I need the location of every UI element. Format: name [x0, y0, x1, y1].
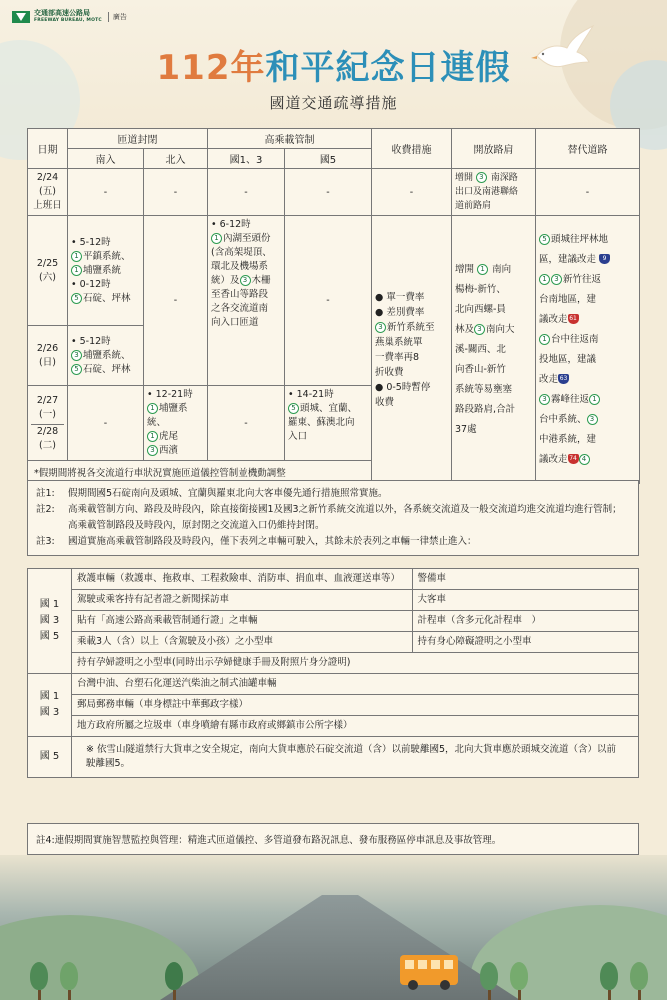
cell-0224-fwy5: -: [285, 169, 372, 216]
freeway-badge-icon: 1: [71, 251, 82, 262]
org-name-cn: 交通部高速公路局: [34, 9, 90, 17]
header-ramp-closure: 匝道封閉: [68, 129, 208, 149]
note-2: 註2: 高乘載管制方向、路段及時段內，除直接銜接國1及國3之新竹系統交流道以外，各系統交流道及一般交流道均進交流道均進行管制；高乘載管制路段及時段內，原封閉之交流道入口仍維持封閉。: [36, 504, 622, 531]
table-row: 郵局郵務車輛（車身標註中華郵政字樣）: [72, 695, 638, 716]
freeway-badge-icon: 3: [71, 350, 82, 361]
expressway-shield-icon: 74: [569, 455, 577, 462]
freeway-badge-icon: 4: [579, 454, 590, 465]
allowed-vehicles-table: [27, 568, 639, 778]
header-shoulder: 開放路肩: [452, 129, 536, 169]
freeway-badge-icon: 1: [477, 264, 488, 275]
tree-icon: [60, 962, 78, 1000]
group-fwy13-vehicles: [72, 674, 638, 736]
table-row: 貼有「高速公路高乘載管制通行證」之車輛 計程車（含多元化計程車 ）: [72, 611, 638, 632]
expressway-shield-icon: 61: [569, 315, 577, 322]
title-holiday: 和平紀念日連假: [265, 48, 511, 88]
header-fwy1-3: 國1、3: [208, 149, 285, 169]
freeway-badge-icon: 1: [147, 431, 158, 442]
header-south-entry: 南入: [68, 149, 144, 169]
freeway-badge-icon: 3: [587, 414, 598, 425]
cell-0225-north: -: [144, 216, 208, 386]
tree-icon: [600, 962, 618, 1000]
group-fwy5-text: ※ 依雪山隧道禁行大貨車之安全規定，南向大貨車應於石碇交流道（含）以前駛離國5，北向大貨車應於頭城交流道（含）以前駛離國5。: [72, 737, 639, 778]
table-row: 台灣中油、台塑石化運送汽柴油之制式油罐車輛: [72, 674, 638, 695]
freeway-badge-icon: 5: [71, 293, 82, 304]
freeway-badge-icon: 3: [474, 324, 485, 335]
tree-icon: [30, 962, 48, 1000]
note-1: 註1: 假期間國5石碇南向及頭城、宜蘭與羅東北向大客車優先通行措施照常實施。: [36, 488, 388, 499]
freeway-badge-icon: 1: [539, 274, 550, 285]
freeway-badge-icon: 3: [476, 172, 487, 183]
date-0225: 2/25 (六): [28, 216, 68, 326]
page-subtitle: 國道交通疏導措施: [269, 94, 398, 112]
freeway-logo-icon: [12, 11, 30, 23]
org-name-en: FREEWAY BUREAU, MOTC: [34, 18, 102, 23]
cell-0227-hov-fwy5: • 14-21時 5 頭城、宜蘭、 羅東、蘇澳北向 入口: [285, 386, 372, 461]
cell-0227-south: -: [68, 386, 144, 461]
note-4: 註4:連假期間實施智慧監控與管理：精進式匝道儀控、多管道發布路況訊息、發布服務區停車訊息及事故管理。: [27, 823, 639, 855]
traffic-measures-table: [27, 128, 640, 484]
freeway-badge-icon: 1: [147, 403, 158, 414]
tree-icon: [630, 962, 648, 1000]
freeway-badge-icon: 5: [71, 364, 82, 375]
table-row: 乘載3人（含）以上（含駕駛及小孩）之小型車 持有身心障礙證明之小型車: [72, 632, 638, 653]
landscape-illustration: [0, 855, 667, 1000]
freeway-road: [160, 895, 520, 1000]
freeway-badge-icon: 3: [147, 445, 158, 456]
cell-0227-hov-fwy13: -: [208, 386, 285, 461]
cell-0225-hov-fwy13: • 6-12時 1 內湖至頭份 (含高架堤頂、 環北及機場系 統）及 3 木柵 至香山等路段 之各交流道南 向入口匝道: [208, 216, 285, 386]
group-fwy135-label: 國 1 國 3 國 5: [28, 569, 72, 674]
header-hov: 高乘載管制: [208, 129, 372, 149]
header-date: 日期: [28, 129, 68, 169]
page-title: [0, 40, 667, 89]
freeway-bureau-logo: [12, 9, 127, 25]
cell-0224-alt: -: [536, 169, 640, 216]
date-0224: 2/24 (五) 上班日: [28, 169, 68, 216]
provincial-highway-shield-icon: 9: [599, 254, 610, 264]
freeway-badge-icon: 5: [539, 234, 550, 245]
freeway-badge-icon: 1: [539, 334, 550, 345]
freeway-badge-icon: 1: [211, 233, 222, 244]
table-row: 持有孕婦證明之小型車(同時出示孕婦健康手冊及附照片身分證明): [77, 657, 351, 668]
group-fwy13-label: 國 1 國 3: [28, 674, 72, 737]
table-footnote: *假期間將視各交流道行車狀況實施匝道儀控管制並機動調整: [28, 461, 640, 484]
ad-tag: 廣告: [108, 12, 127, 22]
cell-toll-measures: ● 單一費率 ● 差別費率 3 新竹系統至 燕巢系統單 一費率再8 折收費 ● 0-5時暫停 收費: [372, 216, 452, 484]
freeway-badge-icon: 3: [240, 275, 251, 286]
freeway-badge-icon: 3: [551, 274, 562, 285]
cell-0225-south: • 5-12時 1 平鎮系統、 1 埔鹽系統 • 0-12時 5 石碇、坪林: [68, 216, 144, 326]
cell-0227-north: • 12-21時 1 埔鹽系統、 1 虎尾 3 西濱: [144, 386, 208, 461]
note-3: 註3: 國道實施高乘載管制路段及時段內，僅下表列之車輛可駛入，其餘未於表列之車輛一律禁止進入：: [36, 536, 477, 547]
group-fwy5-label: 國 5: [28, 737, 72, 778]
table-row: 救護車輛（救護車、拖救車、工程救險車、消防車、捐血車、血液運送車等） 警備車: [72, 569, 638, 590]
tree-icon: [165, 962, 183, 1000]
cell-0224-north: -: [144, 169, 208, 216]
header-north-entry: 北入: [144, 149, 208, 169]
date-0227-0228: 2/27 (一) 2/28 (二): [28, 386, 68, 461]
tree-icon: [510, 962, 528, 1000]
date-0226: 2/26 (日): [28, 326, 68, 386]
header-toll: 收費措施: [372, 129, 452, 169]
header-alternative-roads: 替代道路: [536, 129, 640, 169]
freeway-badge-icon: 3: [539, 394, 550, 405]
cell-0224-toll: -: [372, 169, 452, 216]
freeway-badge-icon: 1: [71, 265, 82, 276]
cell-0224-shoulder: 增開 3 南深路 出口及南港聯絡 道前路肩: [452, 169, 536, 216]
expressway-shield-icon: 63: [559, 375, 568, 382]
group-fwy135-vehicles: [72, 569, 638, 673]
tree-icon: [480, 962, 498, 1000]
freeway-badge-icon: 3: [375, 322, 386, 333]
cell-0224-south: -: [68, 169, 144, 216]
cell-0226-south: • 5-12時 3 埔鹽系統、 5 石碇、坪林: [68, 326, 144, 386]
table-row: 地方政府所屬之垃圾車（車身噴繪有縣市政府或鄉鎮市公所字樣）: [77, 720, 353, 731]
title-year: 112年: [156, 48, 266, 88]
bus-icon: [400, 955, 458, 985]
freeway-badge-icon: 5: [288, 403, 299, 414]
freeway-badge-icon: 1: [589, 394, 600, 405]
cell-alternative-roads: 5 頭城往坪林地 區，建議改走 9 1 3 新竹往返 台南地區，建 議改走 61 1 台中往返南 投地區，建議 改走 63 3 霧峰往返 1 台中系統、 3 中港系統，建 議改走 74 4: [536, 216, 640, 484]
cell-0224-fwy13: -: [208, 169, 285, 216]
cell-0225-hov-fwy5: -: [285, 216, 372, 386]
cell-shoulder-measures: 增開 1 南向 楊梅-新竹、 北向西螺-員 林及 3 南向大 溪-關西、北 向香山-新竹 系統等易壅塞 路段路肩,合計 37處: [452, 216, 536, 484]
notes-section: [27, 480, 639, 556]
table-row: 駕駛或乘客持有記者證之新聞採訪車 大客車: [72, 590, 638, 611]
header-fwy5: 國5: [285, 149, 372, 169]
